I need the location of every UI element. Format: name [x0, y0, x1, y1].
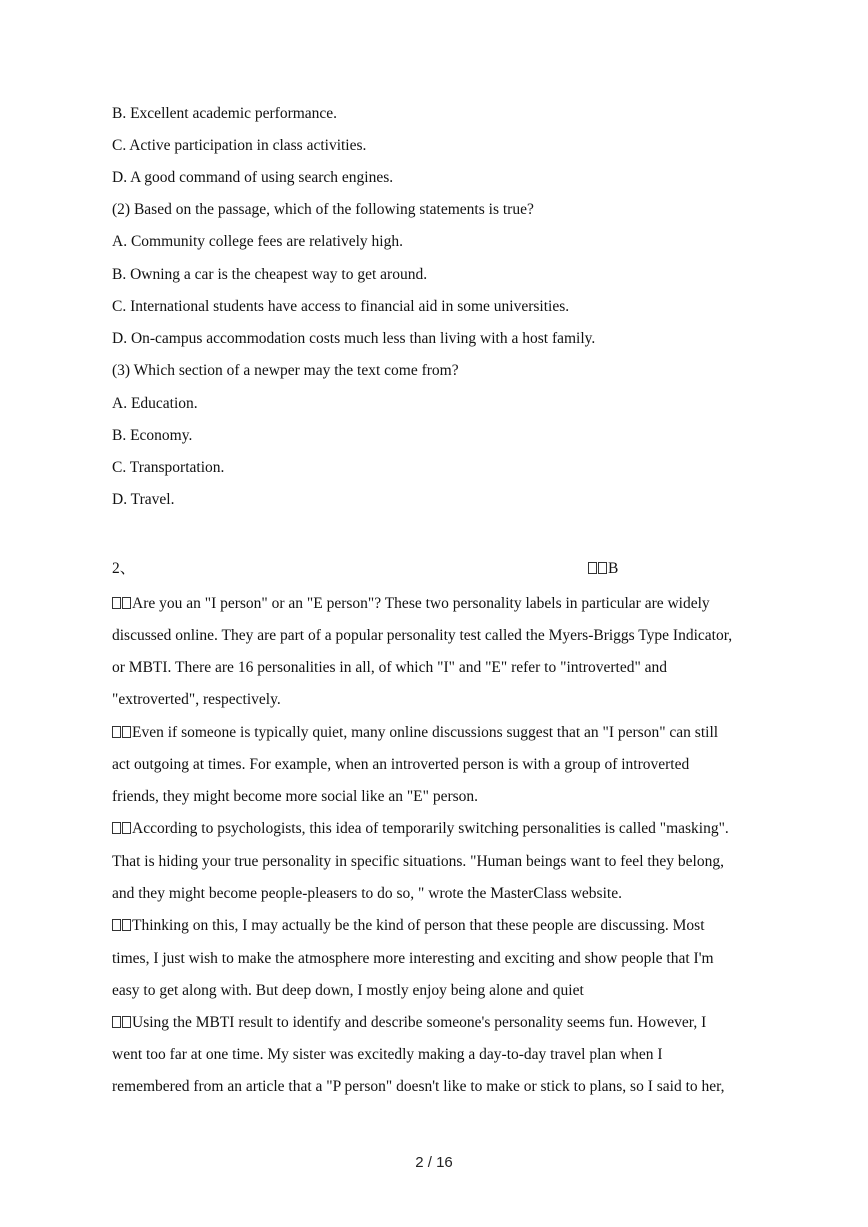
paragraph-1-line-4: "extroverted", respectively.	[112, 691, 281, 708]
missing-glyph-icon	[122, 919, 131, 931]
q1-option-b: B. Excellent academic performance.	[112, 105, 338, 122]
q3-option-a: A. Education.	[112, 395, 198, 412]
missing-glyph-icon	[588, 562, 597, 574]
paragraph-2-line-3: friends, they might become more social like an "E" person.	[112, 788, 479, 805]
q3-option-c: C. Transportation.	[112, 459, 225, 476]
paragraph-1-line-2: discussed online. They are part of a popular personality test called the Myers-Briggs Type Indicator,	[112, 627, 733, 644]
missing-glyph-icon	[112, 726, 121, 738]
q2-option-b: B. Owning a car is the cheapest way to get around.	[112, 266, 428, 283]
paragraph-3-line-3: and they might become people-pleasers to do so, " wrote the MasterClass website.	[112, 885, 622, 902]
paragraph-2-line-2: act outgoing at times. For example, when an introverted person is with a group of introverted	[112, 756, 690, 773]
paragraph-4-line-1: Thinking on this, I may actually be the kind of person that these people are discussing. Most	[112, 916, 705, 936]
missing-glyph-icon	[112, 919, 121, 931]
passage-number: 2、	[112, 560, 136, 577]
q3-option-d: D. Travel.	[112, 491, 175, 508]
q3-option-b: B. Economy.	[112, 427, 193, 444]
missing-glyph-icon	[112, 1016, 121, 1028]
missing-glyph-icon	[122, 822, 131, 834]
paragraph-1-line-3: or MBTI. There are 16 personalities in all, of which "I" and "E" refer to "introverted" and	[112, 659, 668, 676]
q2-stem: (2) Based on the passage, which of the following statements is true?	[112, 201, 534, 218]
paragraph-2-line-1: Even if someone is typically quiet, many online discussions suggest that an "I person" can still	[112, 723, 718, 743]
q3-stem: (3) Which section of a newper may the text come from?	[112, 362, 459, 379]
answer-label: B	[608, 560, 619, 577]
paragraph-5-line-1: Using the MBTI result to identify and describe someone's personality seems fun. However, I	[112, 1013, 706, 1033]
answer-key	[588, 559, 618, 579]
paragraph-4-line-3: easy to get along with. But deep down, I mostly enjoy being alone and quiet	[112, 982, 584, 999]
paragraph-5-line-2: went too far at one time. My sister was excitedly making a day-to-day travel plan when I	[112, 1046, 663, 1063]
paragraph-3-line-2: That is hiding your true personality in specific situations. "Human beings want to feel they belong,	[112, 853, 724, 870]
missing-glyph-icon	[122, 1016, 131, 1028]
paragraph-4-line-2: times, I just wish to make the atmosphere more interesting and exciting and show people that I'm	[112, 950, 714, 967]
paragraph-3-line-1: According to psychologists, this idea of temporarily switching personalities is called "masking".	[112, 819, 729, 839]
paragraph-1-line-1: Are you an "I person" or an "E person"? These two personality labels in particular are widely	[112, 594, 710, 614]
paragraph-5-line-3: remembered from an article that a "P person" doesn't like to make or stick to plans, so I said to her,	[112, 1078, 725, 1095]
page-number: 2 / 16	[415, 1154, 453, 1171]
missing-glyph-icon	[122, 597, 131, 609]
q1-option-c: C. Active participation in class activities.	[112, 137, 367, 154]
missing-glyph-icon	[598, 562, 607, 574]
missing-glyph-icon	[112, 597, 121, 609]
q2-option-c: C. International students have access to financial aid in some universities.	[112, 298, 570, 315]
missing-glyph-icon	[112, 822, 121, 834]
missing-glyph-icon	[122, 726, 131, 738]
q2-option-d: D. On-campus accommodation costs much less than living with a host family.	[112, 330, 596, 347]
q2-option-a: A. Community college fees are relatively high.	[112, 233, 403, 250]
q1-option-d: D. A good command of using search engines.	[112, 169, 394, 186]
